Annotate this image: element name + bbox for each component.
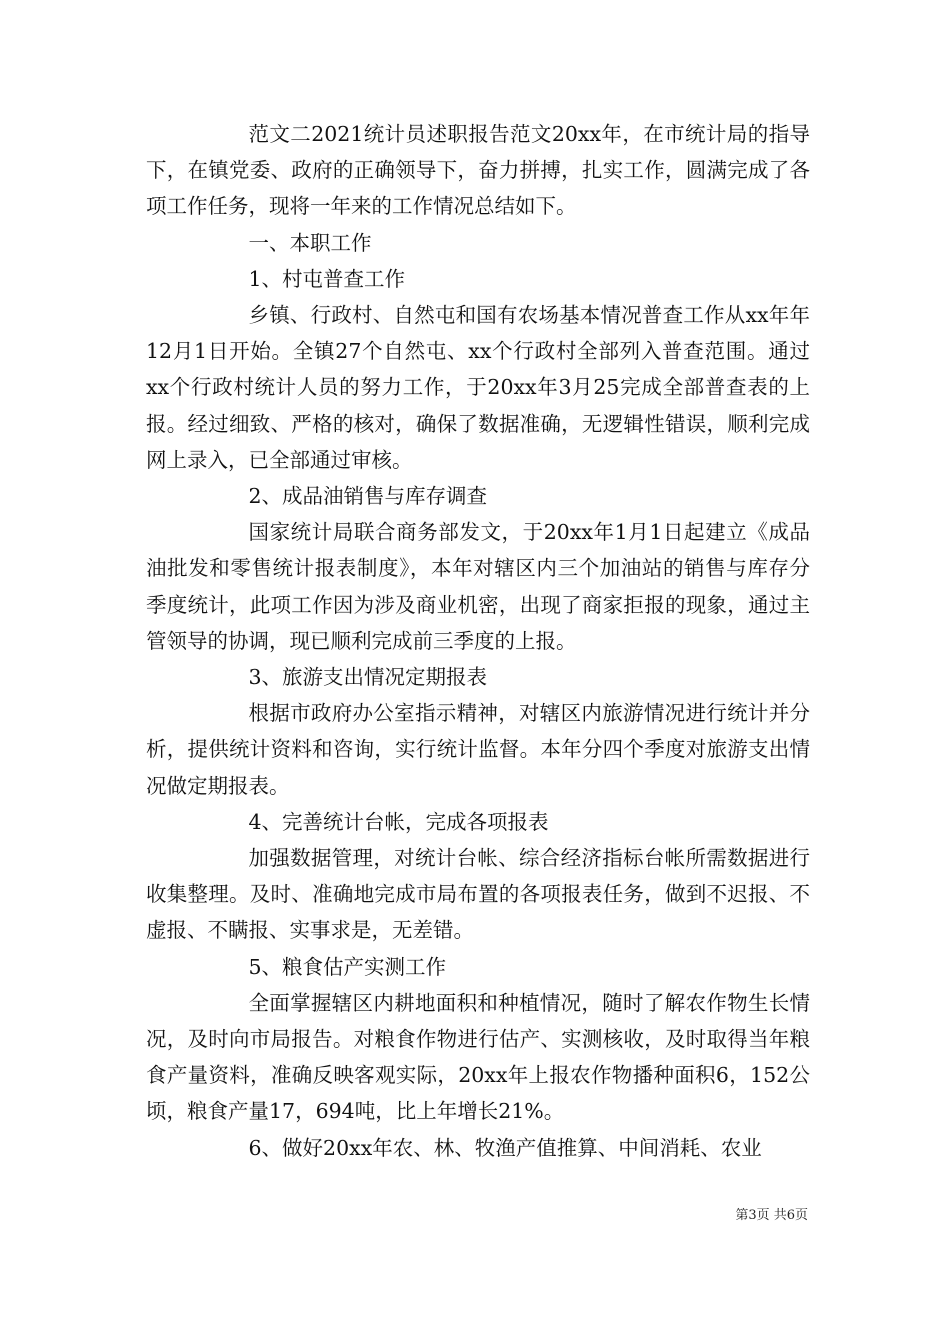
section-heading-1: 一、本职工作 [248, 230, 372, 255]
subsection-heading-4: 4、完善统计台帐，完成各项报表 [248, 809, 549, 834]
subsection-heading-3: 3、旅游支出情况定期报表 [248, 665, 488, 690]
subsection-heading-5: 5、粮食估产实测工作 [248, 954, 447, 979]
subsection-heading-1: 1、村屯普查工作 [248, 266, 406, 291]
paragraph-grain: 全面掌握辖区内耕地面积和种植情况，随时了解农作物生长情况，及时向市局报告。对粮食作物进行估产、实测核收，及时取得当年粮食产量资料，准确反映客观实际，20xx年上报农作物播种面积6，152公顷，粮食产量17，694吨，比上年增长21%。 [146, 990, 810, 1124]
subsection-heading-2: 2、成品油销售与库存调查 [248, 484, 488, 509]
intro-paragraph: 范文二2021统计员述职报告范文20xx年，在市统计局的指导下，在镇党委、政府的正确领导下，奋力拼搏，扎实工作，圆满完成了各项工作任务，现将一年来的工作情况总结如下。 [146, 122, 810, 219]
page-number: 第3页 共6页 [735, 1208, 808, 1223]
paragraph-tourism: 根据市政府办公室指示精神，对辖区内旅游情况进行统计并分析，提供统计资料和咨询，实行统计监督。本年分四个季度对旅游支出情况做定期报表。 [146, 701, 810, 798]
paragraph-ledger: 加强数据管理，对统计台帐、综合经济指标台帐所需数据进行收集整理。及时、准确地完成市局布置的各项报表任务，做到不迟报、不虚报、不瞒报、实事求是，无差错。 [146, 846, 810, 943]
subsection-heading-6: 6、做好20xx年农、林、牧渔产值推算、中间消耗、农业 [248, 1135, 762, 1160]
paragraph-census: 乡镇、行政村、自然屯和国有农场基本情况普查工作从xx年年12月1日开始。全镇27个自然屯、xx个行政村全部列入普查范围。通过xx个行政村统计人员的努力工作，于20xx年3月25完成全部普查表的上报。经过细致、严格的核对，确保了数据准确，无逻辑性错误，顺利完成网上录入，已全部通过审核。 [146, 303, 810, 472]
document-body [146, 116, 810, 1166]
paragraph-oil-survey: 国家统计局联合商务部发文，于20xx年1月1日起建立《成品油批发和零售统计报表制度》，本年对辖区内三个加油站的销售与库存分季度统计，此项工作因为涉及商业机密，出现了商家拒报的现象，通过主管领导的协调，现已顺利完成前三季度的上报。 [146, 520, 810, 653]
